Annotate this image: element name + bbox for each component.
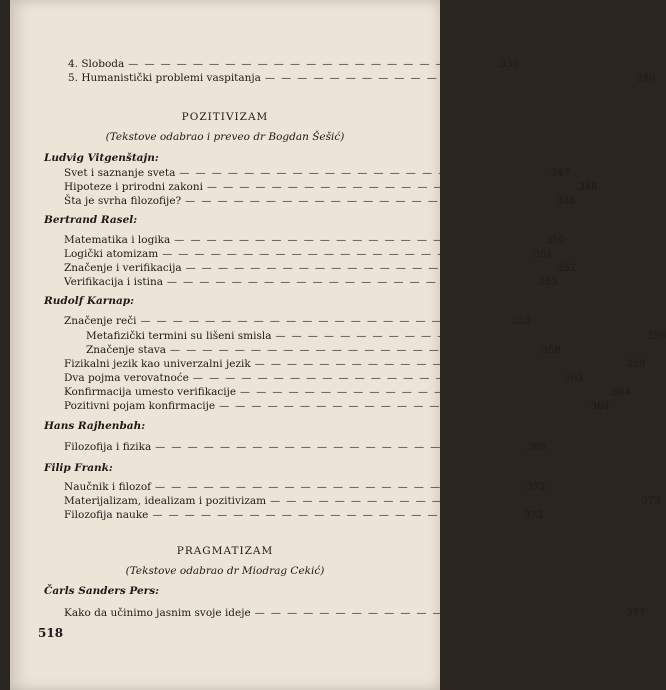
entry-page: 335 bbox=[499, 59, 519, 70]
entry-page: 347 bbox=[550, 168, 570, 179]
entry-page: 353 bbox=[511, 316, 531, 327]
entry-page: 359 bbox=[626, 359, 646, 370]
toc-entry bbox=[64, 441, 546, 454]
toc-entry bbox=[64, 248, 553, 261]
toc-entry bbox=[64, 509, 543, 522]
entry-title: Značenje i verifikacija bbox=[64, 262, 182, 274]
leader-dashes: — — — — — — — — — — — — — — — — — — — — — — — bbox=[192, 373, 561, 384]
leader-dashes: — — — — — — — — — — — — — — — — — — — — — — — bbox=[179, 168, 547, 179]
entry-title: Logički atomizam bbox=[64, 248, 159, 260]
section-title: PRAGMATIZAM bbox=[176, 545, 274, 557]
toc-entry bbox=[64, 358, 646, 371]
author-name: Hans Rajhenbah: bbox=[44, 420, 146, 432]
entry-title: Kako da učinimo jasnim svoje ideje bbox=[64, 607, 251, 619]
entry-page: 358 bbox=[541, 345, 561, 356]
entry-page: 340 bbox=[636, 73, 656, 84]
toc-entry bbox=[86, 344, 561, 357]
entry-title: Konfirmacija umesto verifikacije bbox=[64, 386, 237, 398]
entry-title: Filozofija i fizika bbox=[64, 441, 152, 453]
entry-page: 352 bbox=[557, 263, 577, 274]
toc-entry bbox=[64, 181, 598, 194]
leader-dashes: — — — — — — — — — — — — — — — — — — — — — — — bbox=[240, 387, 608, 398]
toc-entry bbox=[64, 234, 565, 247]
toc-entry bbox=[64, 276, 558, 289]
leader-dashes: — — — — — — — — — — — — — — — — — — — — — — — bbox=[185, 263, 554, 274]
author-name: Rudolf Karnap: bbox=[44, 295, 134, 307]
toc-entry bbox=[64, 481, 546, 494]
entry-page: 365 bbox=[526, 442, 546, 453]
section-title: POZITIVIZAM bbox=[181, 111, 269, 123]
author-name: Ludvig Vitgenštajn: bbox=[44, 152, 159, 164]
entry-page: 373 bbox=[641, 496, 661, 507]
leader-dashes: — — — — — — — — — — — — — — — — — — — — — — — bbox=[254, 359, 623, 370]
entry-page: 348 bbox=[578, 182, 598, 193]
leader-dashes: — — — — — — — — — — — — — — — — — — — — — — — bbox=[152, 510, 520, 521]
entry-title: Hipoteze i prirodni zakoni bbox=[64, 181, 203, 193]
entry-page: 353 bbox=[538, 277, 558, 288]
toc-entry bbox=[86, 330, 666, 343]
entry-title: Materijalizam, idealizam i pozitivizam bbox=[64, 495, 267, 507]
toc-entry bbox=[64, 167, 570, 180]
entry-page: 351 bbox=[533, 249, 553, 260]
entry-title: Metafizički termini su lišeni smisla bbox=[86, 330, 272, 342]
leader-dashes: — — — — — — — — — — — — — — — — — — — — — — — bbox=[219, 401, 587, 412]
leader-dashes: — — — — — — — — — — — — — — — — — — — — — — — bbox=[254, 608, 623, 619]
entry-title: Pozitivni pojam konfirmacije bbox=[64, 400, 216, 412]
entry-title: Značenje reči bbox=[64, 315, 137, 327]
entry-title: 4. Sloboda bbox=[68, 58, 125, 70]
leader-dashes: — — — — — — — — — — — — — — — — — — — — — — — bbox=[174, 235, 542, 246]
toc-entry bbox=[64, 607, 646, 620]
entry-title: Naučnik i filozof bbox=[64, 481, 152, 493]
editor-note: (Tekstove odabrao dr Miodrag Cekić) bbox=[125, 565, 325, 577]
entry-page: 373 bbox=[523, 510, 543, 521]
entry-page: 348 bbox=[556, 196, 576, 207]
entry-page: 377 bbox=[626, 608, 646, 619]
toc-entry bbox=[64, 315, 531, 328]
entry-page: 356 bbox=[646, 331, 666, 342]
entry-page: 363 bbox=[564, 373, 584, 384]
leader-dashes: — — — — — — — — — — — — — — — — — — — — — — — bbox=[155, 482, 523, 493]
toc-entry bbox=[68, 72, 656, 85]
entry-page: 364 bbox=[611, 387, 631, 398]
entry-title: Svet i saznanje sveta bbox=[64, 167, 176, 179]
author-name: Bertrand Rasel: bbox=[44, 214, 138, 226]
entry-title: 5. Humanistički problemi vaspitanja bbox=[68, 72, 261, 84]
toc-entry bbox=[64, 386, 631, 399]
leader-dashes: — — — — — — — — — — — — — — — — — — — — — — — bbox=[162, 249, 530, 260]
entry-page: 364 bbox=[590, 401, 610, 412]
page-number: 518 bbox=[38, 626, 64, 640]
entry-title: Verifikacija i istina bbox=[64, 276, 163, 288]
leader-dashes: — — — — — — — — — — — — — — — — — — — — — — — bbox=[264, 73, 633, 84]
entry-title: Značenje stava bbox=[86, 344, 167, 356]
entry-title: Šta je svrha filozofije? bbox=[64, 195, 182, 207]
toc-entry bbox=[64, 372, 584, 385]
leader-dashes: — — — — — — — — — — — — — — — — — — — — — — — bbox=[166, 277, 535, 288]
entry-title: Dva pojma verovatnoće bbox=[64, 372, 189, 384]
entry-page: 350 bbox=[545, 235, 565, 246]
toc-entry bbox=[64, 400, 610, 413]
toc-entry bbox=[68, 58, 519, 71]
entry-page: 372 bbox=[526, 482, 546, 493]
editor-note: (Tekstove odabrao i preveo dr Bogdan Šešić) bbox=[105, 131, 345, 143]
entry-title: Fizikalni jezik kao univerzalni jezik bbox=[64, 358, 251, 370]
leader-dashes: — — — — — — — — — — — — — — — — — — — — — — — bbox=[275, 331, 643, 342]
toc-entry bbox=[64, 195, 576, 208]
leader-dashes: — — — — — — — — — — — — — — — — — — — — — — — bbox=[140, 316, 508, 327]
author-name: Filip Frank: bbox=[44, 462, 113, 474]
entry-title: Filozofija nauke bbox=[64, 509, 149, 521]
leader-dashes: — — — — — — — — — — — — — — — — — — — — — — — bbox=[170, 345, 538, 356]
entry-title: Matematika i logika bbox=[64, 234, 171, 246]
leader-dashes: — — — — — — — — — — — — — — — — — — — — — — — bbox=[128, 59, 496, 70]
author-name: Čarls Sanders Pers: bbox=[44, 585, 160, 597]
leader-dashes: — — — — — — — — — — — — — — — — — — — — — — — bbox=[207, 182, 575, 193]
leader-dashes: — — — — — — — — — — — — — — — — — — — — — — — bbox=[185, 196, 553, 207]
book-page bbox=[10, 0, 666, 690]
toc-entry bbox=[64, 262, 577, 275]
leader-dashes: — — — — — — — — — — — — — — — — — — — — — — — bbox=[270, 496, 638, 507]
leader-dashes: — — — — — — — — — — — — — — — — — — — — — — — bbox=[155, 442, 523, 453]
toc-entry bbox=[64, 495, 661, 508]
